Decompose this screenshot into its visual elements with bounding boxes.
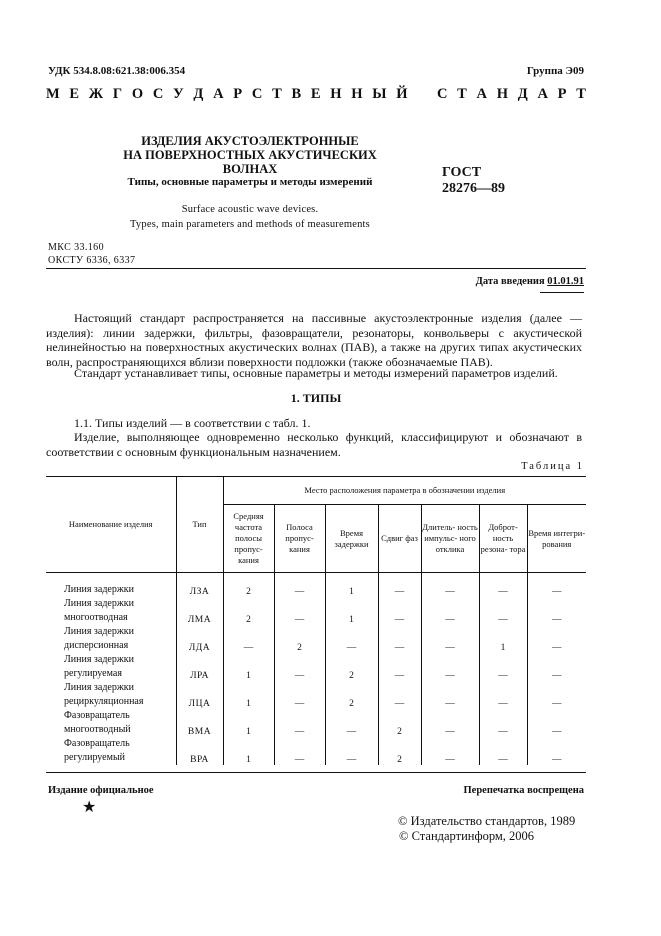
heading-letter: Т xyxy=(272,86,282,102)
table-cell: — xyxy=(479,681,527,709)
heading-letter: С xyxy=(436,86,448,102)
divider-top xyxy=(46,268,586,269)
table-row xyxy=(46,597,586,625)
product-type: ВМА xyxy=(176,709,223,737)
table-cell: — xyxy=(274,597,325,625)
intro-paragraph-1: Настоящий стандарт распространяется на пассивные акустоэлектронные изделия (далее — изделия): линии задержки, фильтры, фазовращатели, резонаторы, конвольверы с акустической нелинейностью на поверхностных акустических волнах (ПАВ), а также на других типах акустических волн, распространяющихся вблизи поверхности подложки (также обозначаемые ПАВ). xyxy=(46,311,582,369)
gost-designation xyxy=(442,165,505,197)
table-cell: — xyxy=(552,699,562,709)
table-cell: — xyxy=(274,737,325,765)
heading-letter: Р xyxy=(233,86,243,102)
table-cell: — xyxy=(421,573,479,598)
table-caption: Таблица 1 xyxy=(521,461,584,472)
table-cell: — xyxy=(552,615,562,625)
heading-letter: Ы xyxy=(372,86,387,102)
table-cell: — xyxy=(552,727,562,737)
heading-letter: Н xyxy=(351,86,363,102)
table-row xyxy=(46,625,586,653)
table-cell: — xyxy=(274,681,325,709)
table-cell: — xyxy=(325,709,378,737)
section-paragraph-2: Изделие, выполняющее одновременно несколько функций, классифицируют и обозначают в соответствии с основным функциональным назначением. xyxy=(46,430,582,459)
copyright-block xyxy=(398,814,575,844)
table-cell: 1 xyxy=(223,709,274,737)
table-row xyxy=(46,681,586,709)
date-value: 01.01.91 xyxy=(547,276,584,287)
copyright-line-2: © Стандартинформ, 2006 xyxy=(399,829,535,843)
heading-letter: С xyxy=(152,86,164,102)
heading-letter: Р xyxy=(557,86,567,102)
table-cell: — xyxy=(378,625,421,653)
table-cell: 1 xyxy=(223,681,274,709)
heading-letter: Д xyxy=(193,86,204,102)
product-name: Линия задержки регулируемая xyxy=(46,653,176,681)
table-cell: — xyxy=(325,625,378,653)
header-q-factor: Доброт- ность резона- тора xyxy=(479,505,527,573)
heading-letter: Ж xyxy=(88,86,104,102)
table-cell: 2 xyxy=(378,737,421,765)
table-cell: — xyxy=(421,709,479,737)
product-type: ЛДА xyxy=(176,625,223,653)
table-cell: — xyxy=(479,709,527,737)
table-cell: — xyxy=(421,597,479,625)
table-cell: 2 xyxy=(274,625,325,653)
product-name: Линия задержки xyxy=(46,573,176,598)
heading-letter: Е xyxy=(69,86,80,102)
header-parameter-group: Место расположения параметра в обозначении изделия xyxy=(223,476,586,505)
heading-letter: Т xyxy=(576,86,586,102)
product-name: Линия задержки дисперсионная xyxy=(46,625,176,653)
heading-letter: Н xyxy=(496,86,509,102)
heading-letter: У xyxy=(173,86,184,102)
okstu-code: ОКСТУ 6336, 6337 xyxy=(48,255,136,266)
table-cell: — xyxy=(378,597,421,625)
intro-paragraph-2: Стандарт устанавливает типы, основные параметры и методы измерений параметров изделий. xyxy=(74,366,558,380)
product-name: Линия задержки рециркуляционная xyxy=(46,681,176,709)
date-underline xyxy=(540,292,584,293)
table-cell: — xyxy=(552,671,562,681)
table-cell: — xyxy=(479,597,527,625)
table-cell: 1 xyxy=(223,737,274,765)
document-title xyxy=(100,134,400,176)
header-impulse-duration: Длитель- ность импульс- ного отклика xyxy=(421,505,479,573)
header-phase-shift: Сдвиг фаз xyxy=(378,505,421,573)
table-cell: — xyxy=(274,573,325,598)
title-line-1: ИЗДЕЛИЯ АКУСТОЭЛЕКТРОННЫЕ xyxy=(141,134,359,148)
product-name: Фазовращатель регулируемый xyxy=(46,737,176,765)
heading-letter: Е xyxy=(310,86,321,102)
heading-letter: Д xyxy=(517,86,528,102)
copyright-line-1: © Издательство стандартов, 1989 xyxy=(398,814,576,828)
section-paragraph-1: 1.1. Типы изделий — в соответствии с табл. 1. xyxy=(74,416,311,430)
mks-code: МКС 33.160 xyxy=(48,242,104,253)
table-cell: 2 xyxy=(223,597,274,625)
table-cell: 1 xyxy=(479,625,527,653)
table-cell: — xyxy=(274,709,325,737)
table-cell: — xyxy=(274,653,325,681)
star-icon: ★ xyxy=(82,799,97,816)
standard-heading xyxy=(46,86,586,103)
product-type: ЛРА xyxy=(176,653,223,681)
table-cell: 2 xyxy=(325,653,378,681)
header-integration-time: Время интегри- рования xyxy=(528,527,586,549)
classification-codes xyxy=(48,241,135,267)
table-cell: 1 xyxy=(325,597,378,625)
effective-date xyxy=(476,276,584,287)
header-delay-time: Время задержки xyxy=(325,505,378,573)
heading-letter: А xyxy=(537,86,548,102)
section-title: 1. ТИПЫ xyxy=(290,391,342,405)
official-edition: Издание официальное xyxy=(48,785,154,796)
header-center-frequency: Средняя частота полосы пропус- кания xyxy=(223,505,274,573)
heading-letter: В xyxy=(291,86,302,102)
table-cell: — xyxy=(479,653,527,681)
heading-gap xyxy=(417,86,427,103)
table-cell: — xyxy=(552,587,562,597)
table-row xyxy=(46,709,586,737)
heading-letter: Г xyxy=(112,86,123,102)
table-cell: — xyxy=(479,573,527,598)
table-cell: — xyxy=(421,737,479,765)
table-cell: — xyxy=(479,737,527,765)
group-code: Группа Э09 xyxy=(526,65,584,77)
english-title xyxy=(88,202,412,232)
udk-code: УДК 534.8.08:621.38:006.354 xyxy=(48,65,186,77)
heading-letter: Й xyxy=(396,86,408,102)
table-cell: 2 xyxy=(223,573,274,598)
heading-letter: М xyxy=(46,86,60,102)
table-cell: 2 xyxy=(378,709,421,737)
english-title-line-1: Surface acoustic wave devices. xyxy=(181,204,319,215)
product-type: ЛЦА xyxy=(176,681,223,709)
product-type: ЛМА xyxy=(176,597,223,625)
gost-number: 28276—89 xyxy=(442,181,505,196)
table-cell: — xyxy=(378,653,421,681)
table-cell: 1 xyxy=(325,573,378,598)
table-row xyxy=(46,737,586,765)
heading-letter: А xyxy=(213,86,224,102)
table-cell: 2 xyxy=(325,681,378,709)
product-name: Фазовращатель многоотводный xyxy=(46,709,176,737)
header-product-name: Наименование изделия xyxy=(46,476,176,573)
table-cell: — xyxy=(223,625,274,653)
product-type: ВРА xyxy=(176,737,223,765)
gost-label: ГОСТ xyxy=(442,165,482,180)
heading-letter: С xyxy=(251,86,263,102)
header-type: Тип xyxy=(176,476,223,573)
date-label: Дата введения xyxy=(475,276,545,287)
table-row xyxy=(46,653,586,681)
table-cell: — xyxy=(421,625,479,653)
product-name: Линия задержки многоотводная xyxy=(46,597,176,625)
document-subtitle: Типы, основные параметры и методы измерений xyxy=(127,176,373,188)
table-cell: — xyxy=(378,681,421,709)
table-cell: — xyxy=(421,681,479,709)
header-bandwidth: Полоса пропус- кания xyxy=(274,505,325,573)
table-cell: — xyxy=(325,737,378,765)
english-title-line-2: Types, main parameters and methods of measurements xyxy=(130,219,370,230)
table-cell: — xyxy=(421,653,479,681)
heading-letter: О xyxy=(131,86,144,102)
heading-letter: Т xyxy=(457,86,467,102)
table-row xyxy=(46,573,586,598)
types-table xyxy=(46,476,586,765)
table-cell: — xyxy=(378,573,421,598)
heading-letter: Н xyxy=(330,86,342,102)
table-cell: 1 xyxy=(223,653,274,681)
table-cell: — xyxy=(552,755,562,765)
divider-bottom xyxy=(46,772,586,773)
table-cell: — xyxy=(552,643,562,653)
product-type: ЛЗА xyxy=(176,573,223,598)
heading-letter: А xyxy=(476,86,488,102)
reprint-notice: Перепечатка воспрещена xyxy=(463,785,584,796)
title-line-2: НА ПОВЕРХНОСТНЫХ АКУСТИЧЕСКИХ ВОЛНАХ xyxy=(123,148,377,176)
